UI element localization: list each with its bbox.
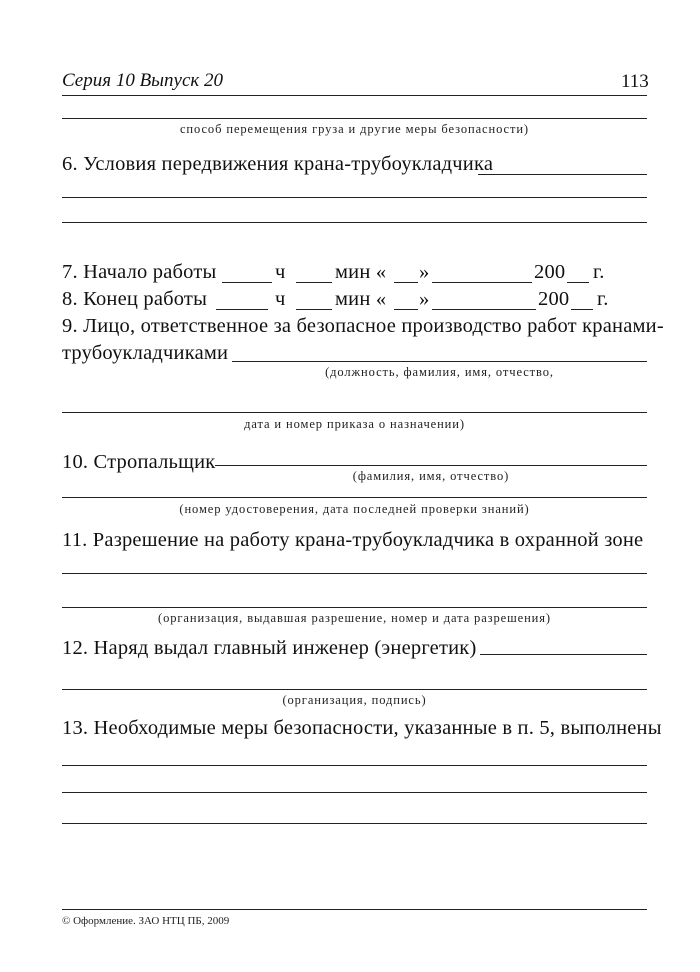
item7-year-prefix: 200 [534,261,566,283]
item7-min-unit: мин « [335,261,387,283]
caption-item10-1: (фамилия, имя, отчество) [352,469,510,483]
fill-line-item9-1[interactable] [232,361,647,362]
item8-year-prefix: 200 [538,288,570,310]
fill-line-item13-1[interactable] [62,765,647,766]
item8-day-field[interactable] [394,309,418,310]
item13-label: 13. Необходимые меры безопасности, указанные в п. 5, выполнены [62,717,662,739]
item7-month-field[interactable] [432,282,532,283]
item11-label: 11. Разрешение на работу крана-трубоукладчика в охранной зоне [62,529,644,551]
caption-item12: (организация, подпись) [282,693,427,707]
running-header: Серия 10 Выпуск 20 [62,70,224,91]
item8-hours-field[interactable] [216,309,268,310]
item6-label: 6. Условия передвижения крана-трубоукладчика [62,153,494,175]
fill-line-item9-2[interactable] [62,412,647,413]
item7-quote-close: » [419,261,430,283]
fill-line-item12-2[interactable] [62,689,647,690]
item8-label: 8. Конец работы [62,288,208,310]
footer-copyright: © Оформление. ЗАО НТЦ ПБ, 2009 [62,915,230,927]
item10-label: 10. Стропальщик [62,451,216,473]
item8-h-unit: ч [275,288,286,310]
caption-item5: способ перемещения груза и другие меры безопасности) [179,122,529,136]
fill-line-item11-2[interactable] [62,607,647,608]
caption-item10-2: (номер удостоверения, дата последней проверки знаний) [179,502,530,516]
caption-item9-2: дата и номер приказа о назначении) [244,417,465,431]
item7-minutes-field[interactable] [296,282,332,283]
item8-minutes-field[interactable] [296,309,332,310]
fill-line-item5[interactable] [62,118,647,119]
item8-year-unit: г. [597,288,609,310]
caption-item11: (организация, выдавшая разрешение, номер и дата разрешения) [158,611,551,625]
footer-rule [62,909,647,910]
item9-label-line1: 9. Лицо, ответственное за безопасное производство работ кранами- [62,315,664,337]
item7-day-field[interactable] [394,282,418,283]
fill-line-item13-3[interactable] [62,823,647,824]
item9-label-line2: трубоукладчиками [62,342,229,364]
header-rule [62,95,647,96]
fill-line-item11-1[interactable] [62,573,647,574]
fill-line-item6-2[interactable] [62,197,647,198]
fill-line-item6-inline[interactable] [478,174,647,175]
item8-month-field[interactable] [432,309,536,310]
item8-quote-close: » [419,288,430,310]
item7-label: 7. Начало работы [62,261,217,283]
fill-line-item13-2[interactable] [62,792,647,793]
item7-year-field[interactable] [567,282,589,283]
fill-line-item10-1[interactable] [215,465,647,466]
item8-year-field[interactable] [571,309,593,310]
item7-year-unit: г. [593,261,605,283]
item8-min-unit: мин « [335,288,387,310]
item12-label: 12. Наряд выдал главный инженер (энергетик) [62,637,477,659]
caption-item9-1: (должность, фамилия, имя, отчество, [325,365,554,379]
fill-line-item10-2[interactable] [62,497,647,498]
fill-line-item12-inline[interactable] [480,654,647,655]
item7-h-unit: ч [275,261,286,283]
item7-hours-field[interactable] [222,282,272,283]
fill-line-item6-3[interactable] [62,222,647,223]
page-number: 113 [621,71,649,92]
